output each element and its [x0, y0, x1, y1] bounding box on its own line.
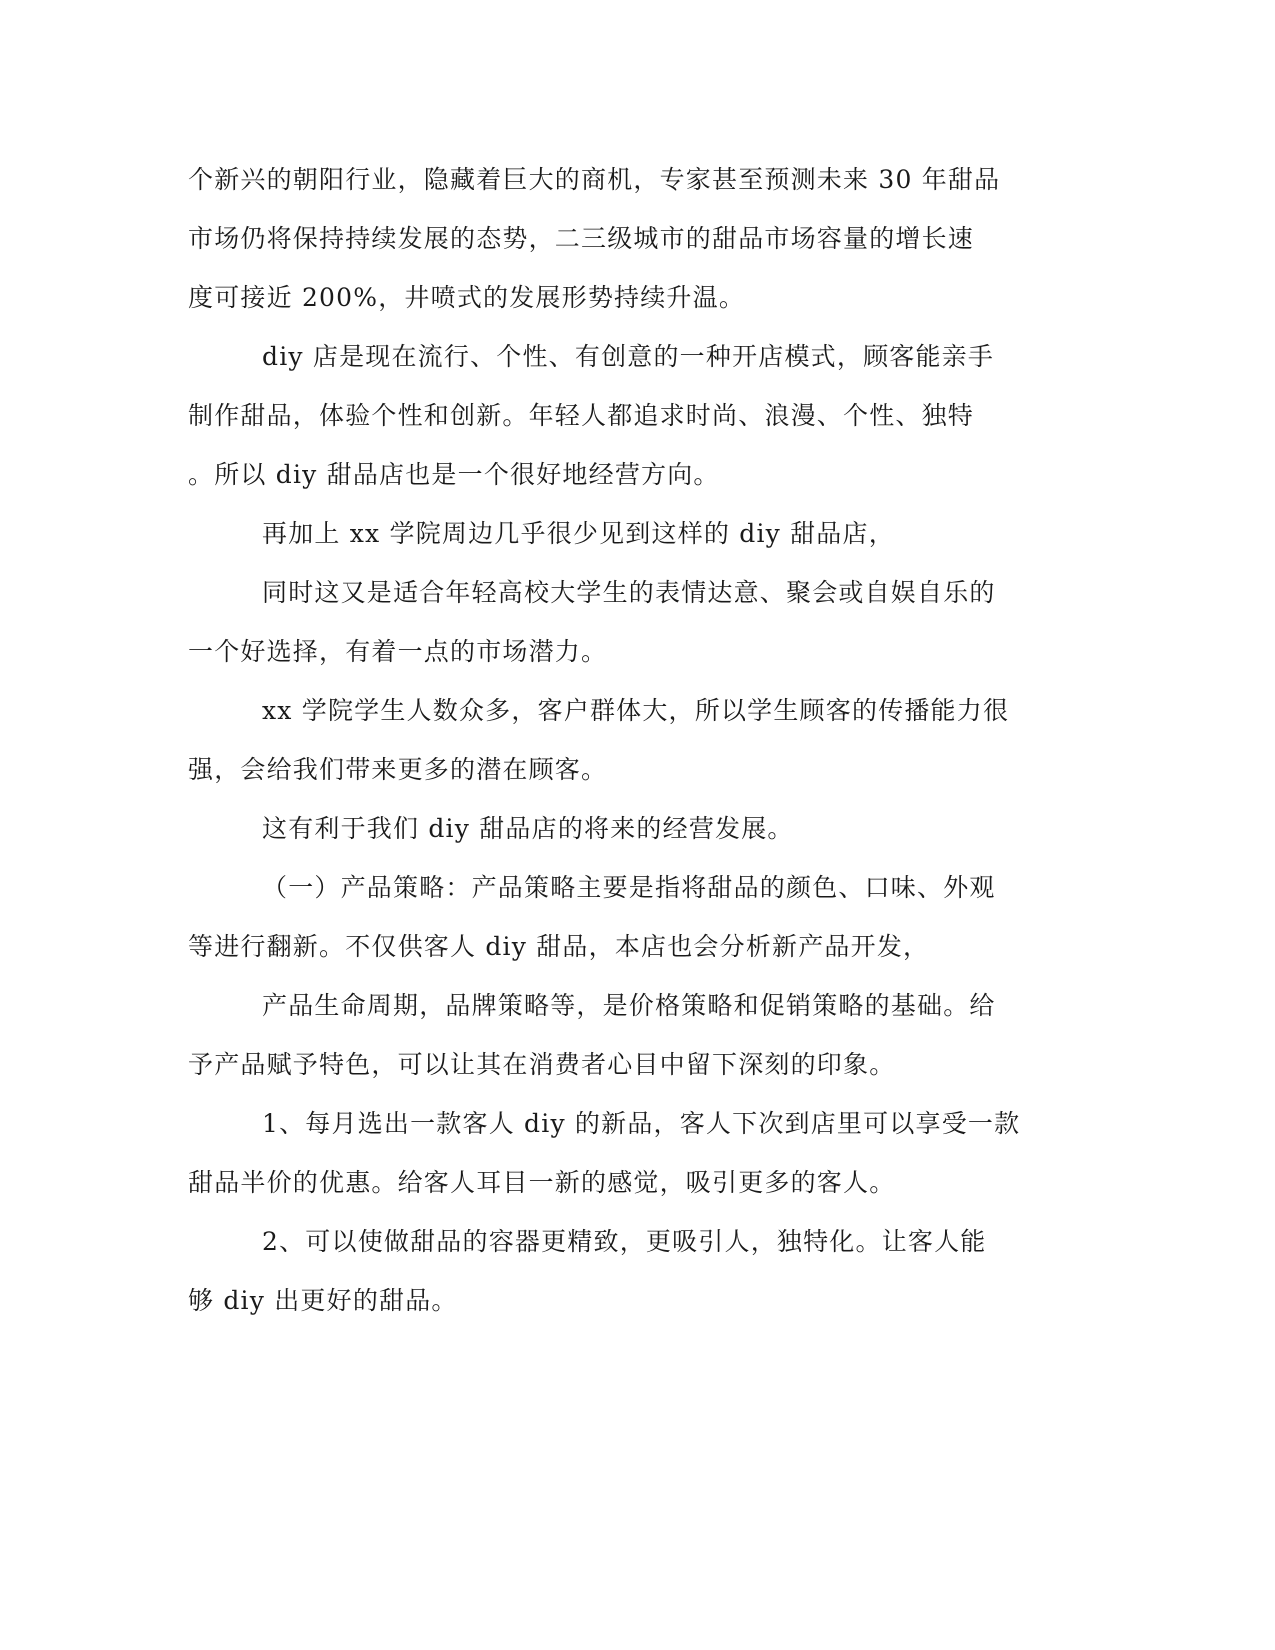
text-line: 市场仍将保持持续发展的态势，二三级城市的甜品市场容量的增长速 [188, 224, 975, 253]
text-line: 2、可以使做甜品的容器更精致，更吸引人，独特化。让客人能 [262, 1227, 987, 1256]
text-line: 等进行翻新。不仅供客人 diy 甜品，本店也会分析新产品开发， [188, 932, 930, 961]
text-line: 强，会给我们带来更多的潜在顾客。 [188, 755, 608, 784]
text-line: 够 diy 出更好的甜品。 [188, 1286, 458, 1315]
text-line: 1、每月选出一款客人 diy 的新品，客人下次到店里可以享受一款 [262, 1109, 1021, 1138]
text-line: xx 学院学生人数众多，客户群体大，所以学生顾客的传播能力很 [262, 696, 1010, 725]
text-line: 这有利于我们 diy 甜品店的将来的经营发展。 [262, 814, 794, 843]
text-line: 制作甜品，体验个性和创新。年轻人都追求时尚、浪漫、个性、独特 [188, 401, 975, 430]
text-line: 一个好选择，有着一点的市场潜力。 [188, 637, 608, 666]
text-line: 同时这又是适合年轻高校大学生的表情达意、聚会或自娱自乐的 [262, 578, 996, 607]
text-line: 。所以 diy 甜品店也是一个很好地经营方向。 [188, 460, 720, 489]
text-line: 再加上 xx 学院周边几乎很少见到这样的 diy 甜品店， [262, 519, 895, 548]
text-line: diy 店是现在流行、个性、有创意的一种开店模式，顾客能亲手 [262, 342, 995, 371]
text-line: 产品生命周期，品牌策略等，是价格策略和促销策略的基础。给 [262, 991, 996, 1020]
text-line: 度可接近 200%，井喷式的发展形势持续升温。 [188, 283, 746, 312]
text-line: 个新兴的朝阳行业，隐藏着巨大的商机，专家甚至预测未来 30 年甜品 [188, 165, 1001, 194]
text-line: 甜品半价的优惠。给客人耳目一新的感觉，吸引更多的客人。 [188, 1168, 896, 1197]
text-line: 予产品赋予特色，可以让其在消费者心目中留下深刻的印象。 [188, 1050, 896, 1079]
text-line: （一）产品策略：产品策略主要是指将甜品的颜色、口味、外观 [262, 873, 996, 902]
